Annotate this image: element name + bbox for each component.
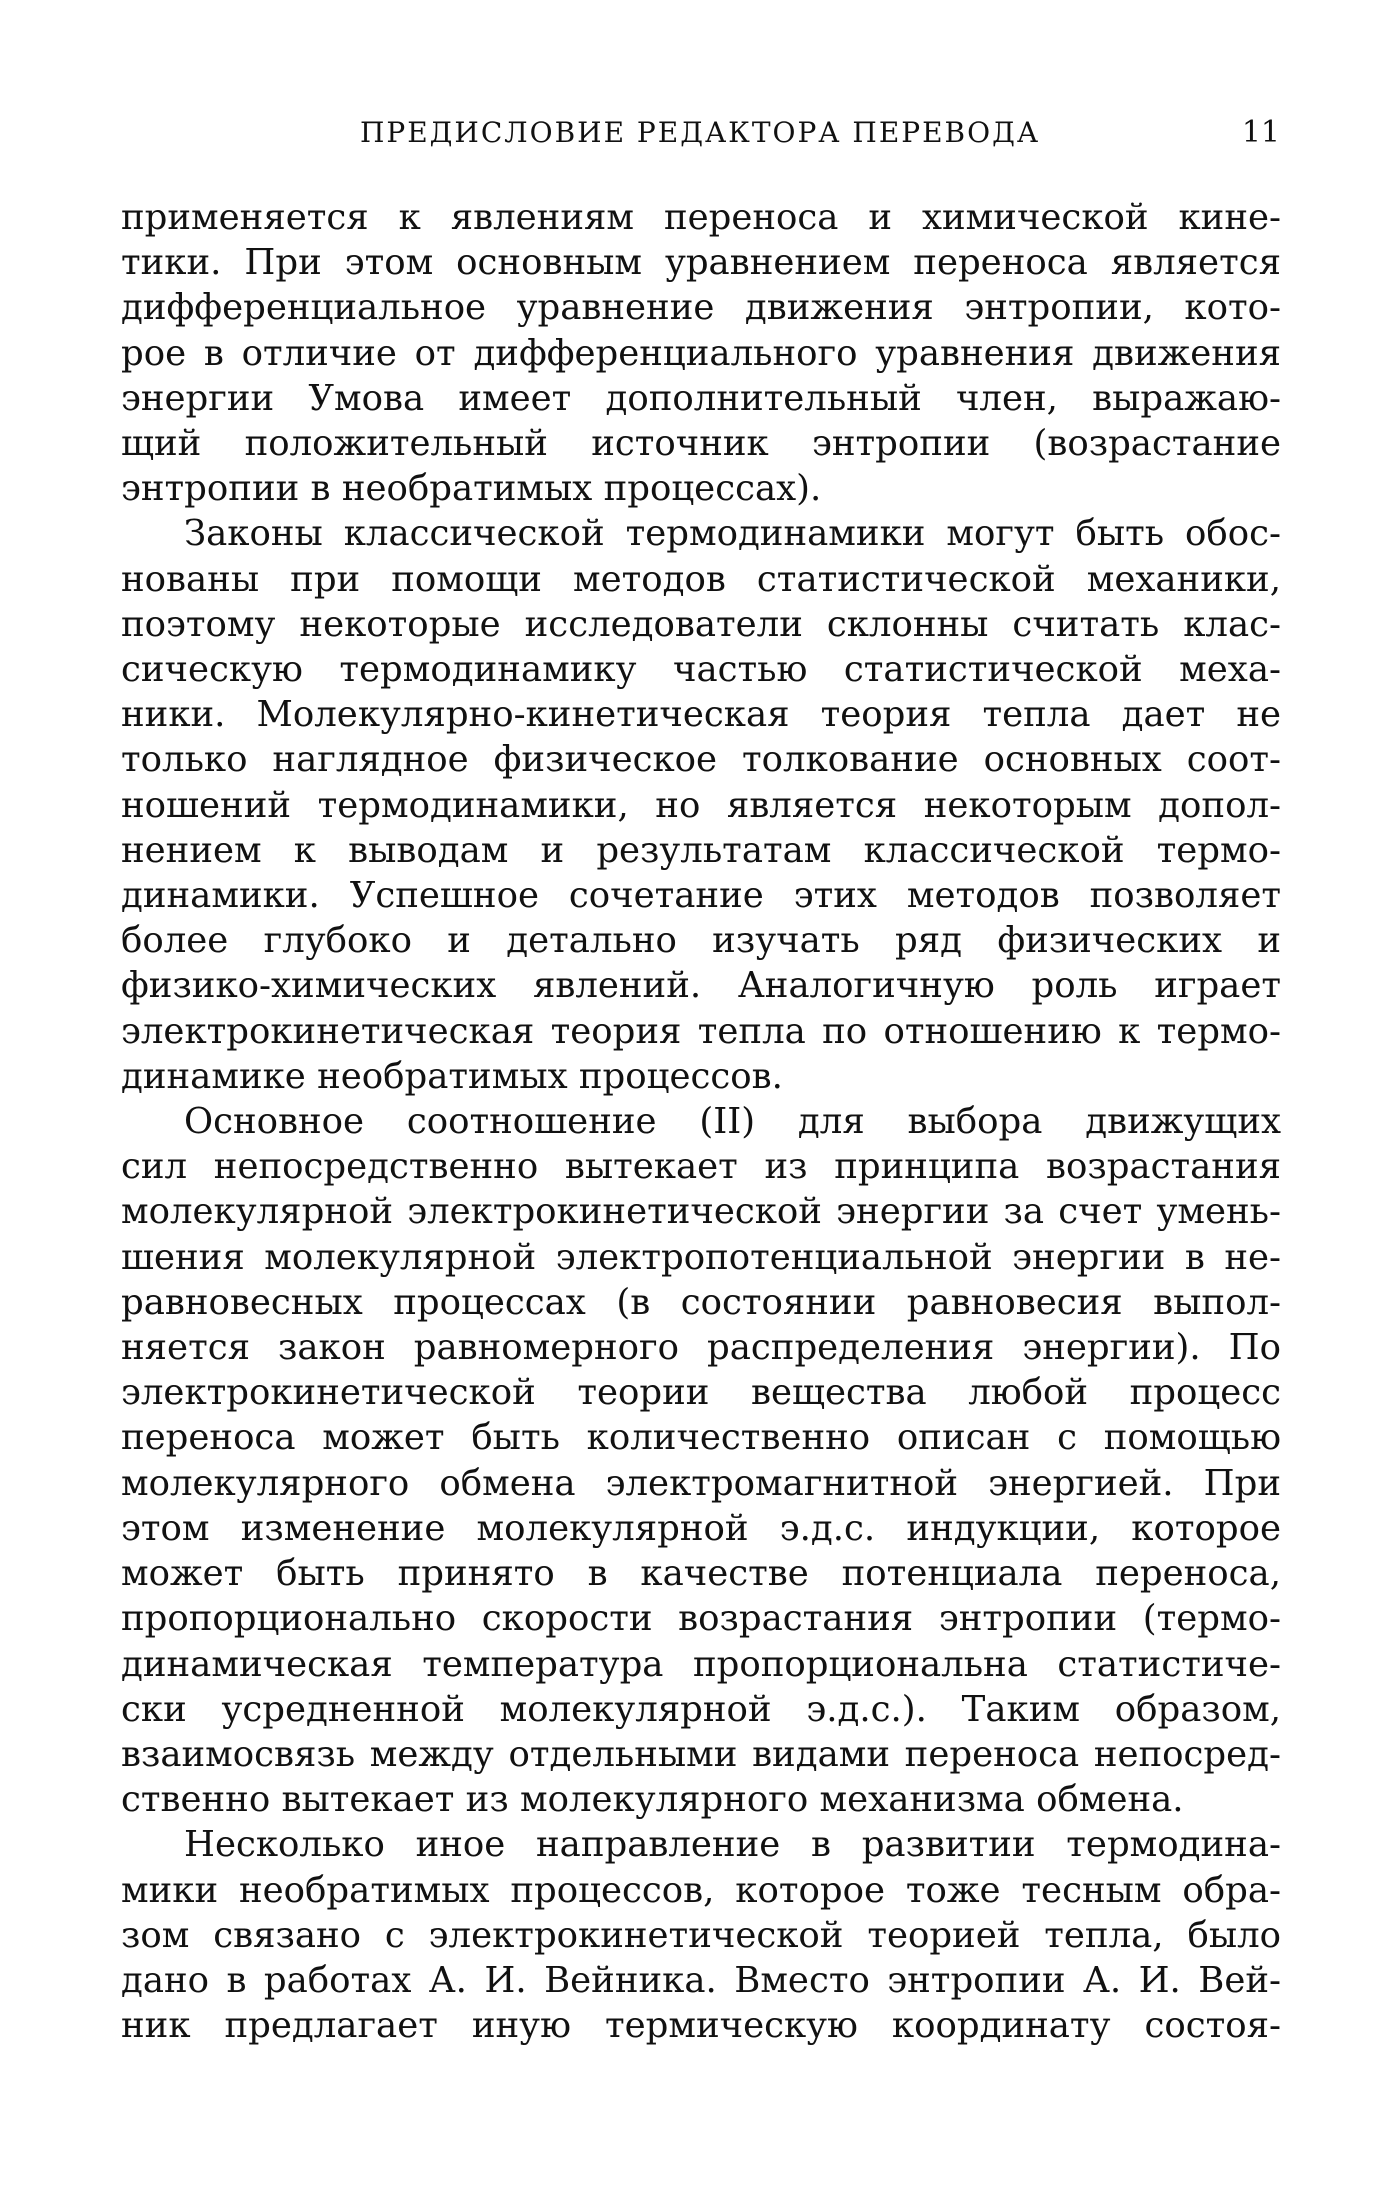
text-line: пропорционально скорости возрастания энтропии (термо- (121, 1598, 1281, 1640)
text-line: динамики. Успешное сочетание этих методов позволяет (121, 875, 1281, 917)
text-line: более глубоко и детально изучать ряд физических и (121, 920, 1281, 962)
text-line: ственно вытекает из молекулярного механизма обмена. (121, 1779, 1184, 1821)
text-line: переноса может быть количественно описан с помощью (121, 1417, 1281, 1459)
text-line: энергии Умова имеет дополнительный член, выражаю- (121, 377, 1281, 419)
page-number: 11 (1241, 115, 1280, 150)
text-line: энтропии в необратимых процессах). (121, 468, 822, 510)
text-line: молекулярного обмена электромагнитной энергией. При (121, 1462, 1281, 1504)
text-line: динамическая температура пропорциональна статистиче- (121, 1643, 1281, 1685)
text-line: поэтому некоторые исследователи склонны считать клас- (121, 603, 1281, 645)
text-line: только наглядное физическое толкование основных соот- (121, 739, 1281, 781)
text-line: электрокинетическая теория тепла по отношению к термо- (121, 1010, 1281, 1052)
text-line: этом изменение молекулярной э.д.с. индукции, которое (121, 1507, 1281, 1549)
body-text (121, 195, 1281, 2048)
text-line: применяется к явлениям переноса и химической кине- (121, 197, 1281, 238)
text-line: Основное соотношение (II) для выбора движущих (184, 1101, 1281, 1143)
text-line: Законы классической термодинамики могут быть обос- (184, 513, 1281, 555)
running-title: ПРЕДИСЛОВИЕ РЕДАКТОРА ПЕРЕВОДА (359, 116, 1041, 149)
text-line: может быть принято в качестве потенциала переноса, (121, 1553, 1281, 1595)
text-line: молекулярной электрокинетической энергии за счет умень- (121, 1191, 1281, 1233)
text-line: равновесных процессах (в состоянии равновесия выпол- (121, 1281, 1281, 1323)
text-line: ношений термодинамики, но является некоторым допол- (121, 784, 1281, 826)
text-line: сическую термодинамику частью статистической меха- (121, 649, 1281, 691)
text-line: динамике необратимых процессов. (121, 1055, 783, 1097)
text-line: дано в работах А. И. Вейника. Вместо энтропии А. И. Вей- (121, 1959, 1281, 2001)
text-line: электрокинетической теории вещества любой процесс (121, 1372, 1281, 1414)
text-line: нением к выводам и результатам классической термо- (121, 829, 1281, 871)
text-line: дифференциальное уравнение движения энтропии, кото- (121, 287, 1281, 329)
running-head (120, 113, 1280, 153)
paragraph (121, 511, 1281, 1099)
text-line: сил непосредственно вытекает из принципа возрастания (121, 1146, 1281, 1188)
text-line: рое в отличие от дифференциального уравнения движения (121, 332, 1281, 374)
text-line: ски усредненной молекулярной э.д.с.). Таким образом, (121, 1688, 1281, 1730)
text-line: Несколько иное направление в развитии термодина- (184, 1824, 1281, 1866)
text-line: шения молекулярной электропотенциальной энергии в не- (121, 1236, 1281, 1278)
text-line: зом связано с электрокинетической теорией тепла, было (121, 1914, 1281, 1956)
paragraph (121, 1822, 1281, 2048)
paragraph (121, 195, 1281, 511)
text-line: ник предлагает иную термическую координату состоя- (121, 2005, 1281, 2047)
text-line: физико-химических явлений. Аналогичную роль играет (121, 965, 1281, 1007)
text-line: взаимосвязь между отдельными видами переноса непосред- (121, 1733, 1281, 1775)
text-line: тики. При этом основным уравнением переноса является (121, 242, 1281, 284)
text-line: мики необратимых процессов, которое тоже тесным обра- (121, 1869, 1281, 1911)
paragraph (121, 1099, 1281, 1822)
text-line: няется закон равномерного распределения энергии). По (121, 1327, 1281, 1369)
text-line: ники. Молекулярно-кинетическая теория тепла дает не (121, 694, 1281, 736)
text-line: щий положительный источник энтропии (возрастание (121, 423, 1281, 465)
text-line: нованы при помощи методов статистической механики, (121, 558, 1281, 600)
